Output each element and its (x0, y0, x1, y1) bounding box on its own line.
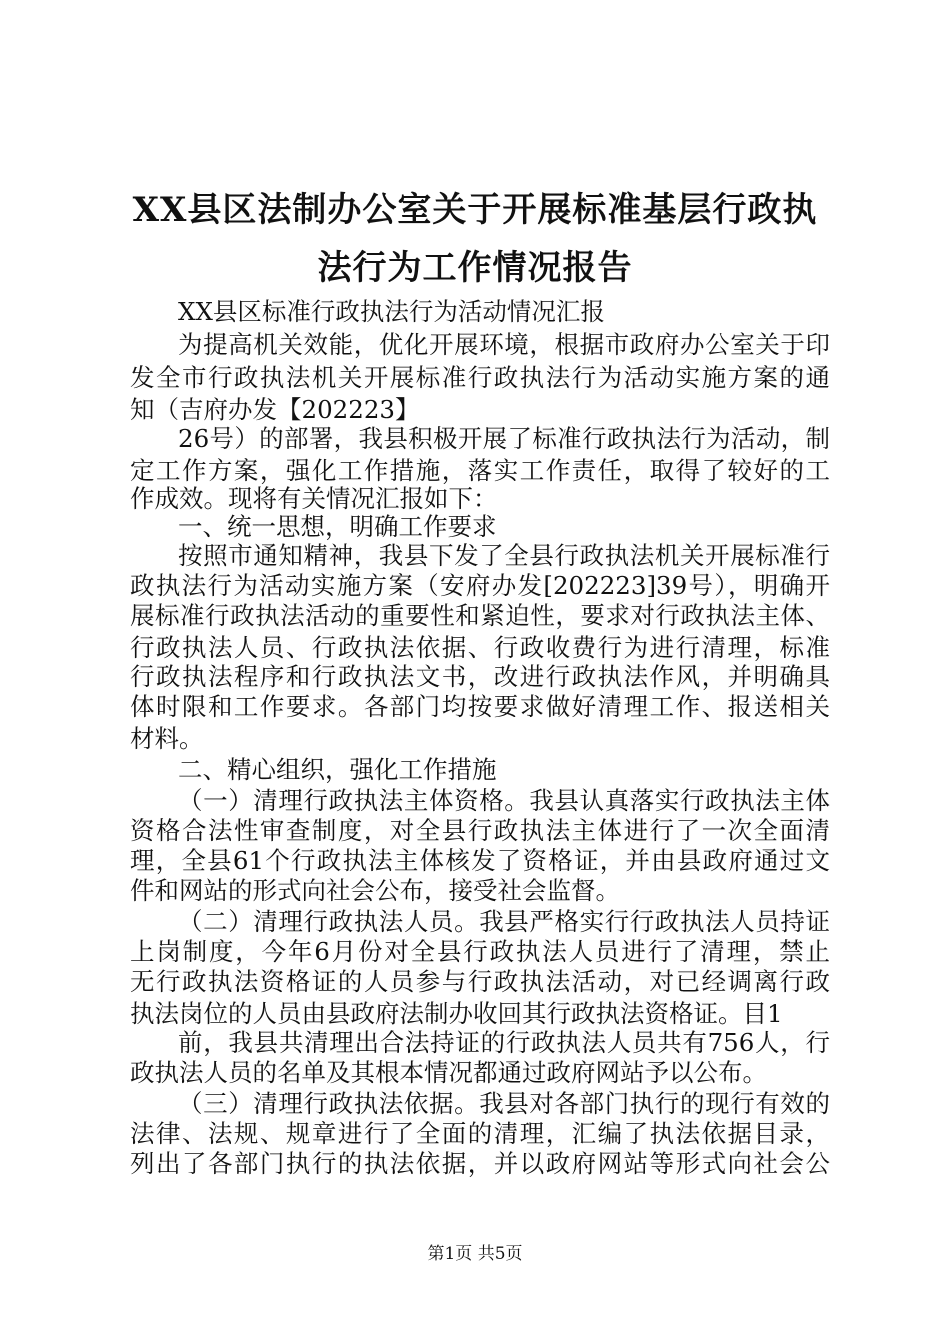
body-line: 件和网站的形式向社会公布，接受社会监督。 (130, 876, 620, 905)
body-line: （二）清理行政执法人员。我县严格实行行政执法人员持证 (178, 907, 830, 936)
body-line: 前，我县共清理出合法持证的行政执法人员共有756人，行 (178, 1028, 830, 1057)
section-heading: 一、统一思想，明确工作要求 (178, 512, 497, 541)
body-line: 政执法人员的名单及其根本情况都通过政府网站予以公布。 (130, 1058, 767, 1087)
body-line: 理，全县61个行政执法主体核发了资格证，并由县政府通过文 (130, 846, 830, 875)
body-line: 法律、法规、规章进行了全面的清理，汇编了执法依据目录， (130, 1119, 830, 1148)
page-number-footer: 第1页 共5页 (427, 1244, 523, 1264)
body-line: 按照市通知精神，我县下发了全县行政执法机关开展标准行 (178, 541, 830, 570)
body-line: 定工作方案，强化工作措施，落实工作责任，取得了较好的工 (130, 456, 830, 485)
body-line: 体时限和工作要求。各部门均按要求做好清理工作、报送相关 (130, 692, 830, 721)
body-line: 知（吉府办发【202223】 (130, 395, 420, 424)
section-heading: 二、精心组织，强化工作措施 (178, 755, 497, 784)
body-line: 列出了各部门执行的执法依据，并以政府网站等形式向社会公 (130, 1149, 830, 1178)
body-line: 执法岗位的人员由县政府法制办收回其行政执法资格证。目1 (130, 999, 783, 1028)
body-line: XX县区标准行政执法行为活动情况汇报 (178, 297, 605, 326)
body-line: 26号）的部署，我县积极开展了标准行政执法行为活动，制 (178, 424, 830, 453)
body-line: 上岗制度，今年6月份对全县行政执法人员进行了清理，禁止 (130, 937, 830, 966)
body-line: 无行政执法资格证的人员参与行政执法活动，对已经调离行政 (130, 967, 830, 996)
body-line: 资格合法性审查制度，对全县行政执法主体进行了一次全面清 (130, 816, 830, 845)
body-line: 政执法行为活动实施方案（安府办发[202223]39号），明确开 (130, 571, 830, 600)
body-line: 为提高机关效能，优化开展环境，根据市政府办公室关于印 (178, 330, 830, 359)
body-line: （一）清理行政执法主体资格。我县认真落实行政执法主体 (178, 786, 830, 815)
document-title-line-2: 法行为工作情况报告 (317, 248, 633, 288)
body-line: 行政执法人员、行政执法依据、行政收费行为进行清理，标准 (130, 633, 830, 662)
body-line: 行政执法程序和行政执法文书，改进行政执法作风，并明确具 (130, 662, 830, 691)
body-line: 材料。 (130, 724, 204, 753)
body-line: （三）清理行政执法依据。我县对各部门执行的现行有效的 (178, 1089, 830, 1118)
body-line: 发全市行政执法机关开展标准行政执法行为活动实施方案的通 (130, 363, 830, 392)
body-line: 展标准行政执法活动的重要性和紧迫性，要求对行政执法主体、 (130, 601, 830, 630)
document-title-line-1: XX县区法制办公室关于开展标准基层行政执 (132, 190, 818, 230)
body-line: 作成效。现将有关情况汇报如下： (130, 484, 498, 513)
